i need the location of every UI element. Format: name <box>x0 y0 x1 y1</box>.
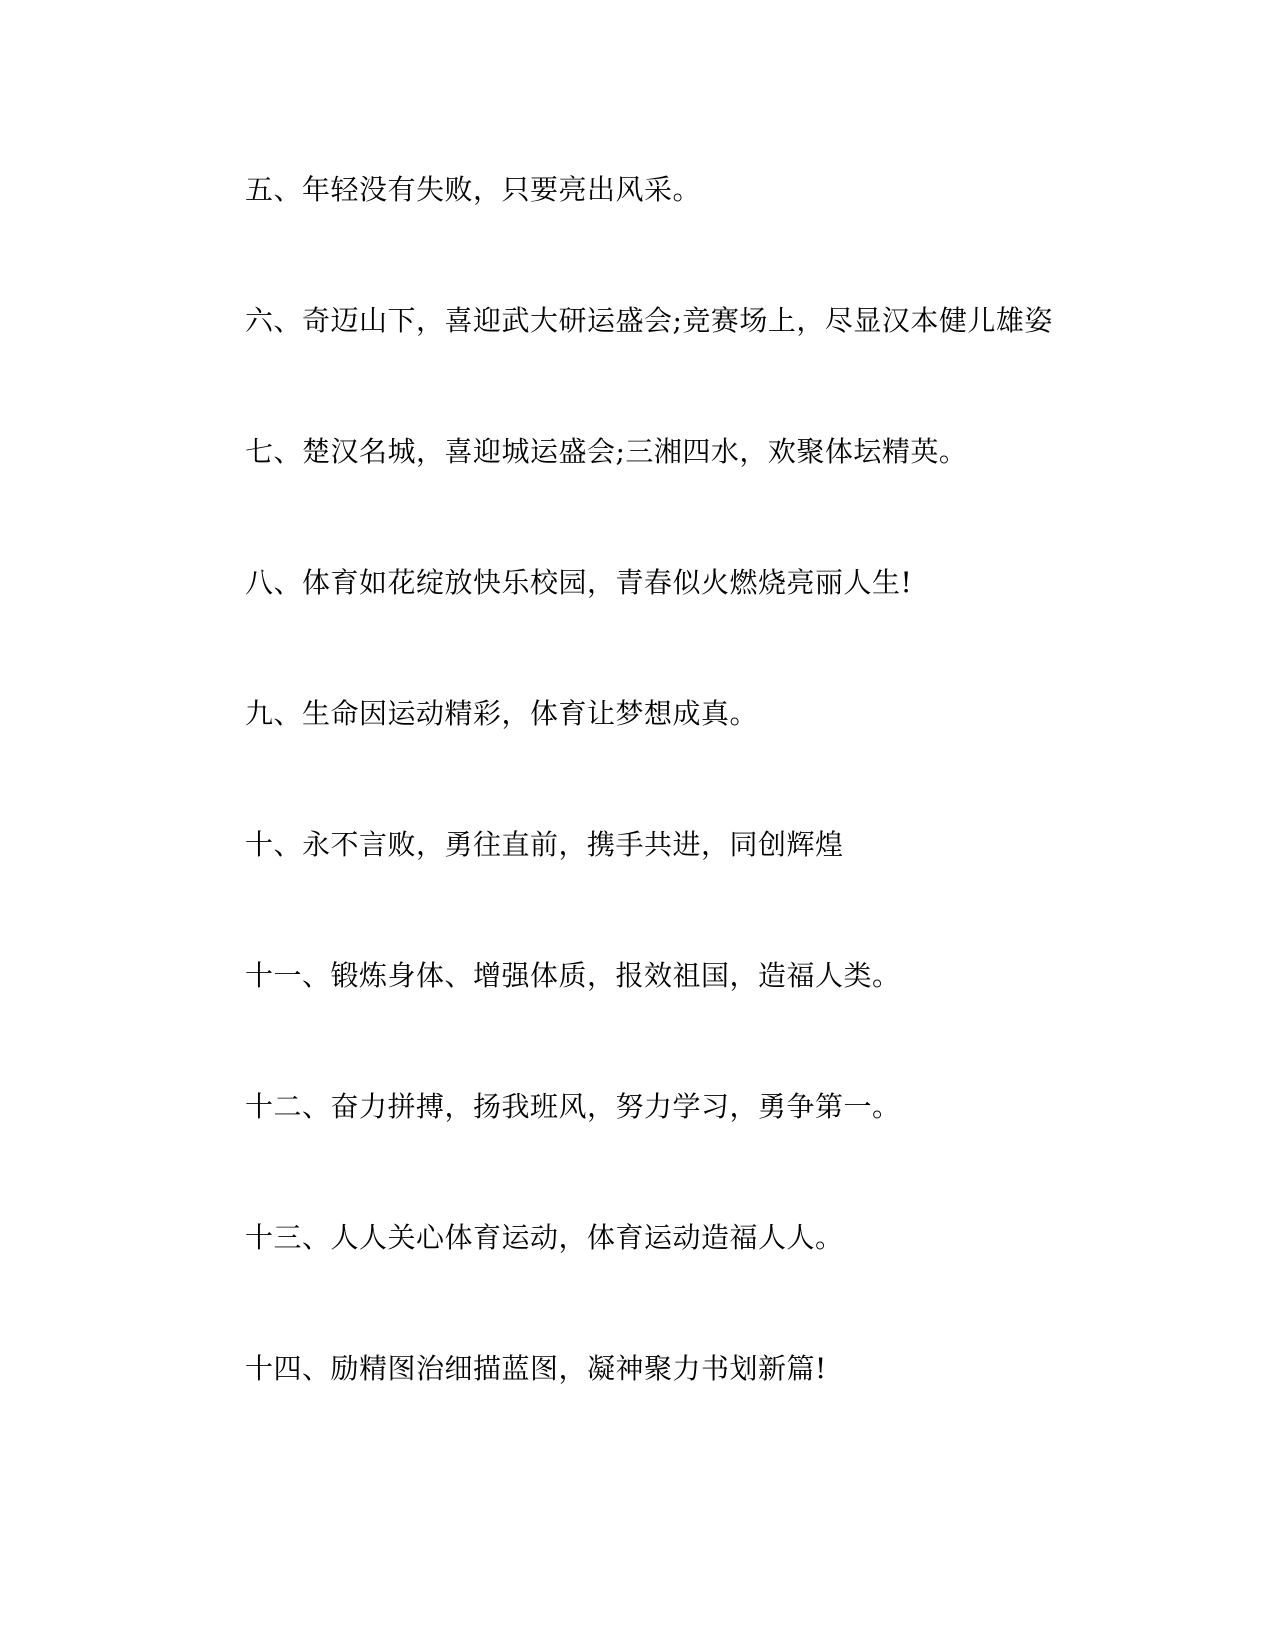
slogan-item-9: 九、生命因运动精彩，体育让梦想成真。 <box>245 697 759 730</box>
slogan-item-8: 八、体育如花绽放快乐校园，青春似火燃烧亮丽人生! <box>245 566 913 599</box>
slogan-item-6: 六、奇迈山下，喜迎武大研运盛会;竞赛场上，尽显汉本健儿雄姿 <box>245 304 1053 337</box>
slogan-item-14: 十四、励精图治细描蓝图，凝神聚力书划新篇! <box>245 1352 827 1385</box>
slogan-item-5: 五、年轻没有失败，只要亮出风采。 <box>245 173 702 206</box>
slogan-item-7: 七、楚汉名城，喜迎城运盛会;三湘四水，欢聚体坛精英。 <box>245 435 968 468</box>
slogan-list <box>245 170 1145 1480</box>
slogan-item-10: 十、永不言败，勇往直前，携手共进，同创辉煌 <box>245 828 844 861</box>
slogan-item-13: 十三、人人关心体育运动，体育运动造福人人。 <box>245 1221 844 1254</box>
slogan-item-12: 十二、奋力拼搏，扬我班风，努力学习，勇争第一。 <box>245 1090 901 1123</box>
slogan-item-11: 十一、锻炼身体、增强体质，报效祖国，造福人类。 <box>245 959 901 992</box>
